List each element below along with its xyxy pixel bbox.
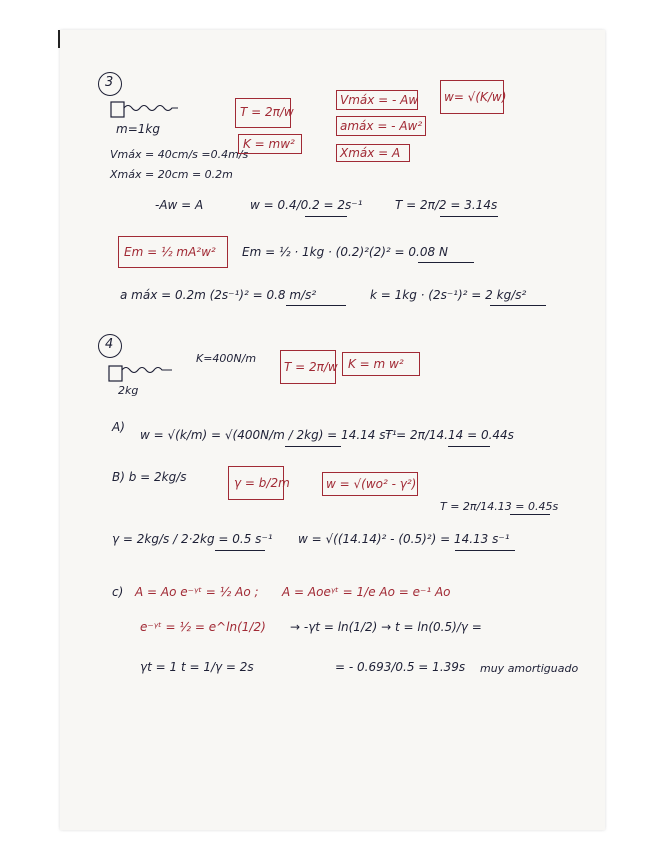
p4-a-step: w = √(k/m) = √(400N/m / 2kg) = 14.14 s⁻¹ <box>140 428 397 442</box>
p3-step-T: T = 2π/2 = 3.14s <box>395 198 498 212</box>
p3-formula-w: w= √(K/w) <box>444 90 507 104</box>
p3-xmax: Xmáx = 20cm = 0.2m <box>110 168 233 181</box>
p3-step-Em: Em = ½ · 1kg · (0.2)²(2)² = 0.08 N <box>242 245 448 259</box>
p4-c-step5: γt = 1 t = 1/γ = 2s <box>140 660 254 674</box>
p4-mass: 2kg <box>118 384 139 397</box>
p3-vmax: Vmáx = 40cm/s =0.4m/s <box>110 148 249 161</box>
underline-p4-gamma <box>215 550 265 551</box>
p4-b-T: T = 2π/14.13 = 0.45s <box>440 500 559 513</box>
p4-c-step2: A = Aoeᵞᵗ = 1/e Ao = e⁻¹ Ao <box>282 585 451 599</box>
p4-formula-K: K = m w² <box>348 357 404 371</box>
p4-b-w: w = √((14.14)² - (0.5)²) = 14.13 s⁻¹ <box>298 532 510 546</box>
p3-formula-vmax: Vmáx = - Aw <box>340 93 419 107</box>
p4-c-step6: = - 0.693/0.5 = 1.39s <box>335 660 466 674</box>
p3-step-amax: a máx = 0.2m (2s⁻¹)² = 0.8 m/s² <box>120 288 317 302</box>
p4-a-label: A) <box>112 420 125 434</box>
p3-formula-amax: amáx = - Aw² <box>340 119 423 133</box>
p4-c-note: muy amortiguado <box>480 662 579 675</box>
page-edge-mark <box>58 30 60 48</box>
p4-b-gamma: γ = 2kg/s / 2·2kg = 0.5 s⁻¹ <box>112 532 273 546</box>
underline-p3-T <box>440 216 498 217</box>
problem-4-number: 4 <box>105 337 114 352</box>
p3-formula-xmax: Xmáx = A <box>340 146 401 160</box>
p3-step-w: w = 0.4/0.2 = 2s⁻¹ <box>250 198 363 212</box>
underline-p4-T <box>448 446 490 447</box>
p3-step-aw: -Aw = A <box>155 198 204 212</box>
underline-p3-k <box>490 305 546 306</box>
p3-step-k: k = 1kg · (2s⁻¹)² = 2 kg/s² <box>370 288 527 302</box>
underline-p3-amax <box>286 305 346 306</box>
p4-c-step3: e⁻ᵞᵗ = ½ = e^ln(1/2) <box>140 620 266 634</box>
underline-p3-w <box>305 216 347 217</box>
p4-c-label: c) <box>112 585 124 599</box>
underline-p3-Em <box>418 262 474 263</box>
p4-k-value: K=400N/m <box>196 352 257 365</box>
p4-formula-T: T = 2π/w <box>284 360 338 374</box>
p4-c-step1: A = Ao e⁻ᵞᵗ = ½ Ao ; <box>135 585 259 599</box>
p4-formula-gamma: γ = b/2m <box>234 476 290 490</box>
p4-a-T: T = 2π/14.14 = 0.44s <box>385 428 514 442</box>
p3-formula-K: K = mw² <box>243 137 295 151</box>
p4-c-step4: → -γt = ln(1/2) → t = ln(0.5)/γ = <box>290 620 482 634</box>
p3-mass: m=1kg <box>116 122 160 136</box>
p4-b-label: B) b = 2kg/s <box>112 470 187 484</box>
underline-p4-bT <box>510 514 550 515</box>
p4-formula-w: w = √(wo² - γ²) <box>326 477 417 491</box>
p3-formula-T: T = 2π/w <box>240 105 294 119</box>
problem-3-number: 3 <box>105 75 114 90</box>
p3-formula-Em: Em = ½ mA²w² <box>124 245 216 259</box>
underline-p4-bw <box>455 550 515 551</box>
underline-p4-w <box>285 446 341 447</box>
